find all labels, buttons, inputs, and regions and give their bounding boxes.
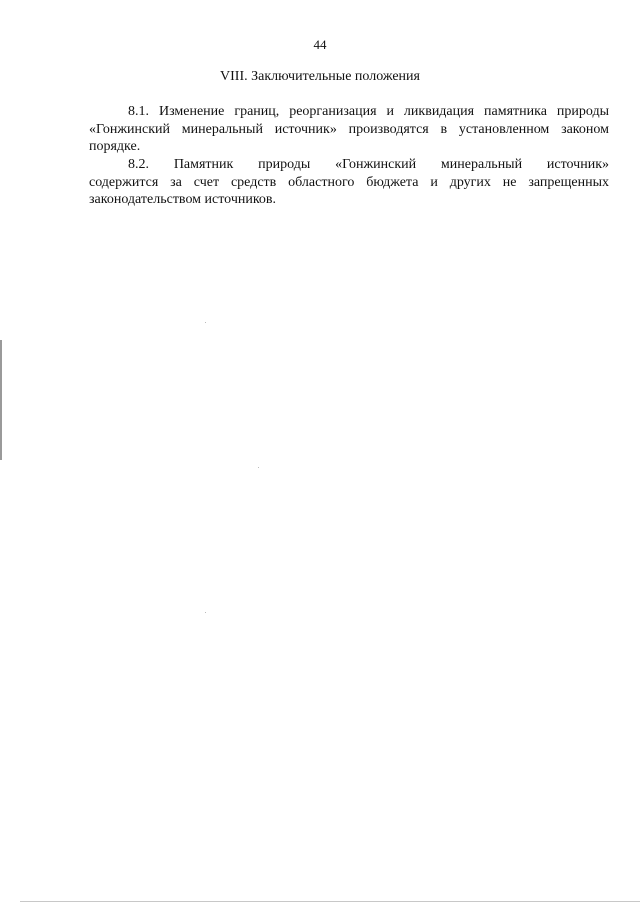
paragraph-8-2-word: минеральный xyxy=(440,157,523,172)
paragraph-8-1-text: Изменение границ, реорганизация и ликвидация памятника природы «Гонжинский минеральный источник» производятся в установленном законом порядке. xyxy=(89,104,609,154)
scan-edge-artifact xyxy=(0,340,2,460)
paragraph-8-2-word: природы xyxy=(258,157,311,172)
paragraph-8-2-word: «Гонжинский xyxy=(335,157,417,172)
paragraph-8-2-word: источник» xyxy=(546,157,609,172)
paragraph-8-2-first-line xyxy=(89,156,609,174)
scan-speck xyxy=(258,467,259,468)
section-title: VIII. Заключительные положения xyxy=(220,69,420,84)
scan-bottom-artifact xyxy=(20,901,640,902)
paragraph-8-2-continuation: содержится за счет средств областного бюджета и других не запрещенных законодательством источников. xyxy=(89,174,609,207)
paragraph-8-2-word: Памятник xyxy=(173,157,234,172)
scan-speck xyxy=(205,322,206,323)
scan-speck xyxy=(205,612,206,613)
paragraph-8-1-number: 8.1. xyxy=(128,104,149,119)
paragraph-8-2-number: 8.2. xyxy=(128,157,149,172)
paragraph-8-1 xyxy=(89,103,609,156)
page-number: 44 xyxy=(313,37,327,52)
paragraph-8-2 xyxy=(89,156,609,209)
